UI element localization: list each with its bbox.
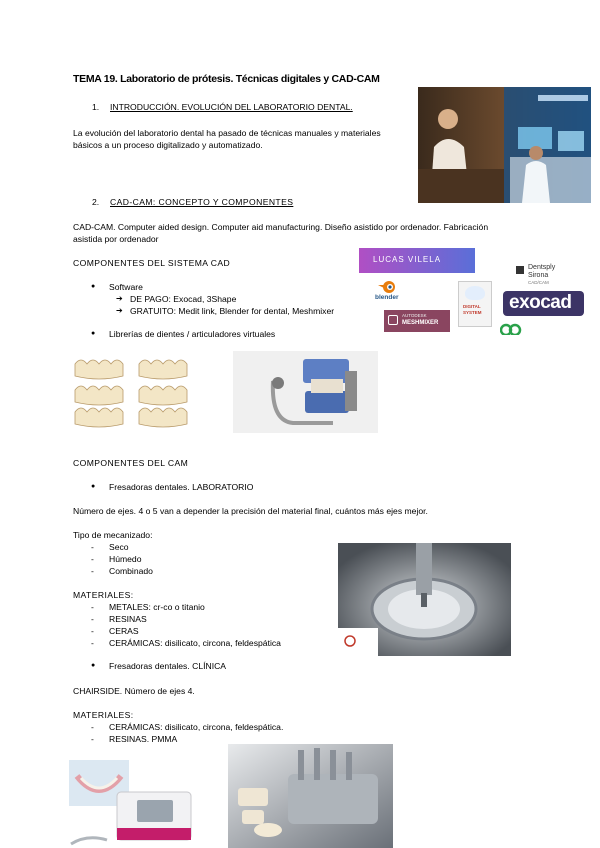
cad-software-item: ● Software xyxy=(109,281,143,293)
blender-logo xyxy=(374,279,408,305)
cam-heading: COMPONENTES DEL CAM xyxy=(73,458,189,468)
cad-librerias-item: ● Librerías de dientes / articuladores virtuales xyxy=(109,328,275,340)
teeth-library-image xyxy=(73,356,201,430)
virtual-articulator-image xyxy=(233,351,378,433)
cam-ejes-text: Número de ejes. 4 o 5 van a depender la precisión del material final, cuántos más ejes mejor. xyxy=(73,506,428,516)
system-text: SYSTEM xyxy=(463,310,482,315)
cam-materiales-heading: MATERIALES: xyxy=(73,590,134,600)
cam-fresadoras-clinica: ● Fresadoras dentales. CLÍNICA xyxy=(109,660,226,672)
sirona-text: Sirona xyxy=(528,272,549,279)
section-1-number: 1. xyxy=(92,102,100,112)
cam-tipo-item: - Seco xyxy=(109,541,129,553)
dentsply-mark-icon xyxy=(516,266,524,274)
blender-icon xyxy=(374,279,408,295)
lucas-vilela-text: LUCAS VILELA xyxy=(373,255,442,264)
cam-material-item: - CERÁMICAS: disilicato, circona, feldespática xyxy=(109,637,281,649)
section-2-number: 2. xyxy=(92,197,100,207)
milling-machine-lab-image xyxy=(338,543,511,656)
cam-material-item: - CERAS xyxy=(109,625,139,637)
cam-material2-item: - CERÁMICAS: disilicato, circona, feldespática. xyxy=(109,721,283,733)
cad-software-gratuito: ➔ GRATUITO: Medit link, Blender for dental, Meshmixer xyxy=(130,305,334,317)
cam-tipo-item: - Húmedo xyxy=(109,553,141,565)
section-2-heading: CAD-CAM: CONCEPTO Y COMPONENTES xyxy=(110,197,294,207)
cam-material-item: - RESINAS xyxy=(109,613,147,625)
chairside-machine-image xyxy=(67,756,199,848)
blender-text: blender xyxy=(375,294,399,301)
milling-closeup-image xyxy=(228,744,393,848)
section-2-body-line-2: asistida por ordenador xyxy=(73,234,159,244)
exocad-logo xyxy=(503,291,584,316)
cad-heading: COMPONENTES DEL SISTEMA CAD xyxy=(73,258,231,268)
cam-tipo-item: - Combinado xyxy=(109,565,153,577)
cam-materiales2-heading: MATERIALES: xyxy=(73,710,134,720)
green-logo-icon xyxy=(500,322,522,334)
cam-fresadoras-lab: ● Fresadoras dentales. LABORATORIO xyxy=(109,481,253,493)
section-1-body-line-2: básicos a un proceso digitalizado y automatizado. xyxy=(73,140,263,150)
meshmixer-text: MESHMIXER xyxy=(402,320,439,326)
dentsply-text: Dentsply xyxy=(528,264,556,271)
page-title: TEMA 19. Laboratorio de prótesis. Técnicas digitales y CAD-CAM xyxy=(73,73,380,85)
cam-material-item: - METALES: cr-co o titanio xyxy=(109,601,205,613)
section-1-heading: INTRODUCCIÓN. EVOLUCIÓN DEL LABORATORIO DENTAL. xyxy=(110,102,353,112)
digital-text: DIGITAL xyxy=(463,304,481,309)
exocad-text: exocad xyxy=(509,292,572,313)
lucas-vilela-logo xyxy=(359,248,475,273)
meshmixer-icon xyxy=(388,315,398,325)
autodesk-text: AUTODESK xyxy=(402,313,427,318)
meshmixer-logo xyxy=(384,310,450,332)
lab-evolution-image xyxy=(418,87,591,203)
cam-tipo-mecanizado: Tipo de mecanizado: xyxy=(73,530,153,540)
section-1-body-line-1: La evolución del laboratorio dental ha pasado de técnicas manuales y materiales xyxy=(73,128,381,138)
digital-system-box xyxy=(458,281,492,327)
cam-material2-item: - RESINAS. PMMA xyxy=(109,733,177,745)
cam-chairside: CHAIRSIDE. Número de ejes 4. xyxy=(73,686,195,696)
cad-software-pago: ➔ DE PAGO: Exocad, 3Shape xyxy=(130,293,236,305)
tooth-icon xyxy=(465,286,485,300)
cadcam-text: CAD/CAM xyxy=(528,280,549,285)
section-2-body-line-1: CAD-CAM. Computer aided design. Computer aid manufacturing. Diseño asistido por ordenador. Fabricación xyxy=(73,222,489,232)
